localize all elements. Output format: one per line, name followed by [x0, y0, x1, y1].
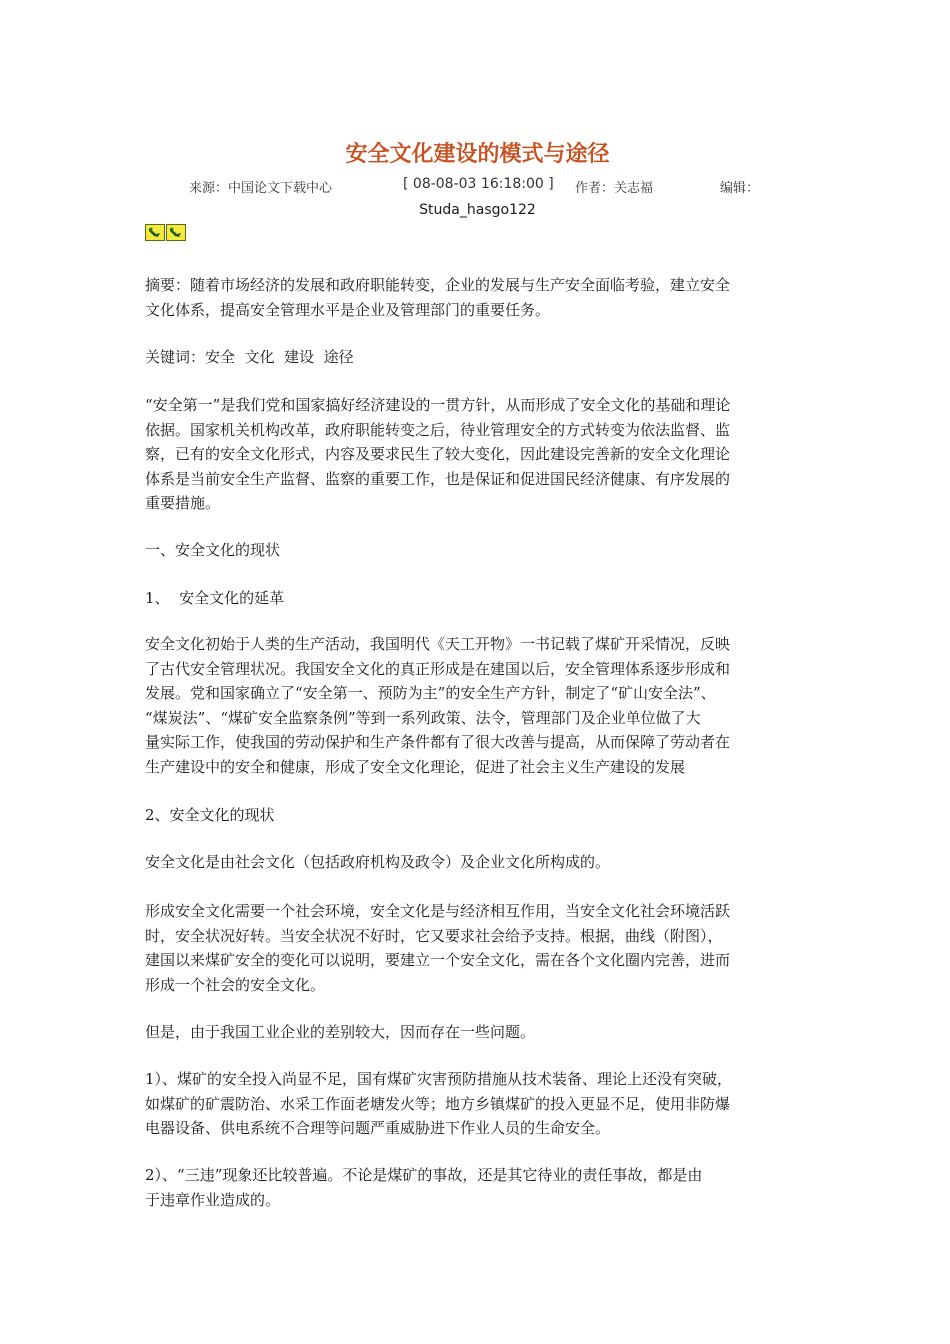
- problem-2-line: 2）、“三违”现象还比较普遍。不论是煤矿的事故，还是其它待业的责任事故，都是由: [145, 1166, 703, 1184]
- subsection-heading-2: 2、安全文化的现状: [145, 806, 275, 824]
- problem-2-paragraph: [145, 1163, 810, 1212]
- environment-line: 建国以来煤矿安全的变化可以说明，要建立一个安全文化，需在各个文化圈内完善，进而: [145, 951, 731, 969]
- editor-name: Studa_hasgo122: [419, 202, 536, 218]
- source-label: 来源：中国论文下载中心: [189, 181, 333, 196]
- keywords: 关键词：安全 文化 建设 途径: [145, 348, 354, 366]
- intro-line: 依据。国家机关机构改革，政府职能转变之后，待业管理安全的方式转变为依法监督、监: [145, 420, 731, 439]
- intro-paragraph: [145, 393, 810, 516]
- publish-datetime: [ 08-08-03 16:18:00 ]: [403, 176, 554, 192]
- environment-line: 形成一个社会的安全文化。: [145, 975, 326, 994]
- action-icons: [145, 224, 186, 241]
- environment-paragraph: [145, 899, 810, 997]
- subsection-heading-1: 1、 安全文化的延革: [145, 589, 285, 607]
- problem-1-line: 如煤矿的矿震防治、水采工作面老塘发火等；地方乡镇煤矿的投入更显不足，使用非防爆: [145, 1094, 731, 1113]
- composition-paragraph: 安全文化是由社会文化（包括政府机构及政令）及企业文化所构成的。: [145, 853, 611, 871]
- problem-1-line: 电器设备、供电系统不合理等问题严重威胁进下作业人员的生命安全。: [145, 1119, 611, 1137]
- intro-line: 重要措施。: [145, 494, 221, 512]
- problem-2-line: 于违章作业造成的。: [145, 1190, 281, 1209]
- history-line: 生产建设中的安全和健康，形成了安全文化理论，促进了社会主义生产建设的发展: [145, 757, 686, 776]
- environment-line: 时，安全状况好转。当安全状况不好时，它又要求社会给予支持。根据，曲线（附图），: [145, 926, 723, 945]
- environment-line: 形成安全文化需要一个社会环境，安全文化是与经济相互作用，当安全文化社会环境活跃: [145, 902, 731, 920]
- intro-line: 察，已有的安全文化形式，内容及要求民生了较大变化，因此建设完善新的安全文化理论: [145, 445, 731, 463]
- history-line: 量实际工作，使我国的劳动保护和生产条件都有了很大改善与提高，从而保障了劳动者在: [145, 733, 731, 751]
- intro-line: “安全第一”是我们党和国家搞好经济建设的一贯方针，从而形成了安全文化的基础和理论: [145, 396, 731, 414]
- editor-label: 编辑：: [720, 181, 760, 196]
- section-heading-1: 一、安全文化的现状: [145, 541, 281, 559]
- problem-1-paragraph: [145, 1067, 810, 1141]
- abstract-line: 文化体系，提高安全管理水平是企业及管理部门的重要任务。: [145, 300, 551, 319]
- author-label: 作者：关志福: [575, 181, 654, 196]
- abstract-paragraph: [145, 273, 810, 322]
- intro-line: 体系是当前安全生产监督、监察的重要工作，也是保证和促进国民经济健康、有序发展的: [145, 469, 731, 488]
- history-line: 安全文化初始于人类的生产活动，我国明代《天工开物》一书记载了煤矿开采情况，反映: [145, 635, 731, 653]
- problem-1-line: 1）、煤矿的安全投入尚显不足，国有煤矿灾害预防措施从技术装备、理论上还没有突破，: [145, 1070, 733, 1088]
- history-line: 发展。党和国家确立了“安全第一、预防为主”的安全生产方针，制定了“矿山安全法”、: [145, 684, 716, 702]
- abstract-line: 摘要：随着市场经济的发展和政府职能转变，企业的发展与生产安全面临考验，建立安全: [145, 276, 731, 294]
- pen-icon[interactable]: [166, 224, 186, 241]
- problems-intro: 但是，由于我国工业企业的差别较大，因而存在一些问题。: [145, 1023, 536, 1041]
- article-title: 安全文化建设的模式与途径: [345, 142, 610, 167]
- history-paragraph: [145, 632, 810, 779]
- pen-icon[interactable]: [145, 224, 165, 241]
- history-line: “煤炭法”、“煤矿安全监察条例”等到一系列政策、法令，管理部门及企业单位做了大: [145, 708, 701, 727]
- history-line: 了古代安全管理状况。我国安全文化的真正形成是在建国以后，安全管理体系逐步形成和: [145, 659, 731, 678]
